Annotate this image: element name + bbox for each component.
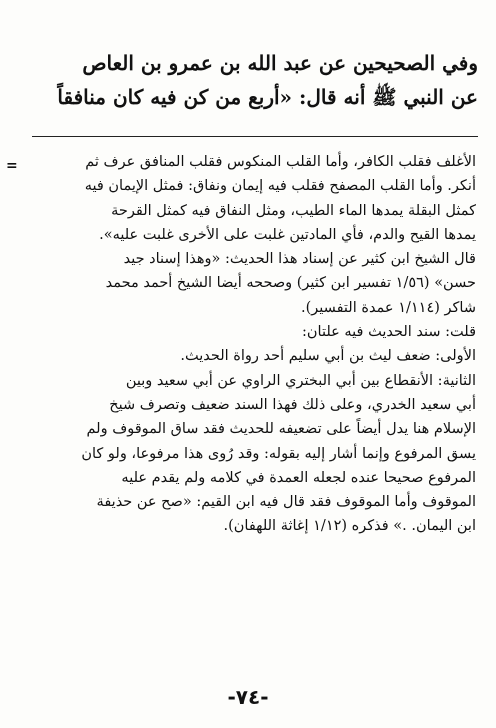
footnote-line: الموقوف وأما الموقوف فقد قال فيه ابن القيم: «صح عن حذيفة <box>96 494 476 511</box>
footnote-line: أبي سعيد الخدري، وعلى ذلك فهذا السند ضعيف وتصرف شيخ <box>109 396 476 413</box>
footnote-line: الأولى: ضعف ليث بن أبي سليم أحد رواة الحديث. <box>180 348 476 365</box>
footnote-line: شاكر (١/١١٤ عمدة التفسير). <box>301 299 476 316</box>
footnote-continuation-marker: = <box>6 158 18 174</box>
footnote-line: الأغلف فقلب الكافر، وأما القلب المنكوس فقلب المنافق عرف ثم <box>85 154 476 170</box>
footnote-line: يسق المرفوع وإنما أشار إليه بقوله: وقد رُوى هذا مرفوعا، ولو كان <box>81 445 476 462</box>
footnote-line: يمدها القيح والدم، فأي المادتين غلبت على الأخرى غلبت عليه». <box>99 226 476 243</box>
footnote-line: قلت: سند الحديث فيه علتان: <box>302 324 476 341</box>
footnote-divider <box>32 136 478 137</box>
page-number: -٧٤- <box>227 685 269 709</box>
footnotes <box>28 150 476 539</box>
main-text-line: عن النبي ﷺ أنه قال: «أربع من كن فيه كان منافقاً <box>57 85 478 109</box>
footnote-line: أنكر. وأما القلب المصفح فقلب فيه إيمان ونفاق: فمثل الإيمان فيه <box>84 178 476 195</box>
main-text <box>16 46 478 114</box>
footnote-line: المرفوع صحيحا عنده لجعله العمدة في كلامه ولم يقدم عليه <box>121 469 476 486</box>
footnote-line: حسن» (١/٥٦ تفسير ابن كثير) وصححه أيضا الشيخ أحمد محمد <box>105 275 476 292</box>
footnote-line: الإسلام هنا يدل أيضاً على تضعيفه للحديث فقد ساق الموقوف ولم <box>86 421 476 438</box>
footnote-line: ابن اليمان. .» فذكره (١/١٢ إغاثة اللهفان). <box>223 518 476 535</box>
footnote-line: قال الشيخ ابن كثير عن إسناد هذا الحديث: «وهذا إسناد جيد <box>123 251 476 268</box>
footnote-line: كمثل البقلة يمدها الماء الطيب، ومثل النفاق فيه كمثل القرحة <box>111 202 476 219</box>
main-text-line: وفي الصحيحين عن عبد الله بن عمرو بن العاص <box>82 51 478 75</box>
footnote-line: الثانية: الأنقطاع بين أبي البختري الراوي عن أبي سعيد وبين <box>125 372 476 389</box>
